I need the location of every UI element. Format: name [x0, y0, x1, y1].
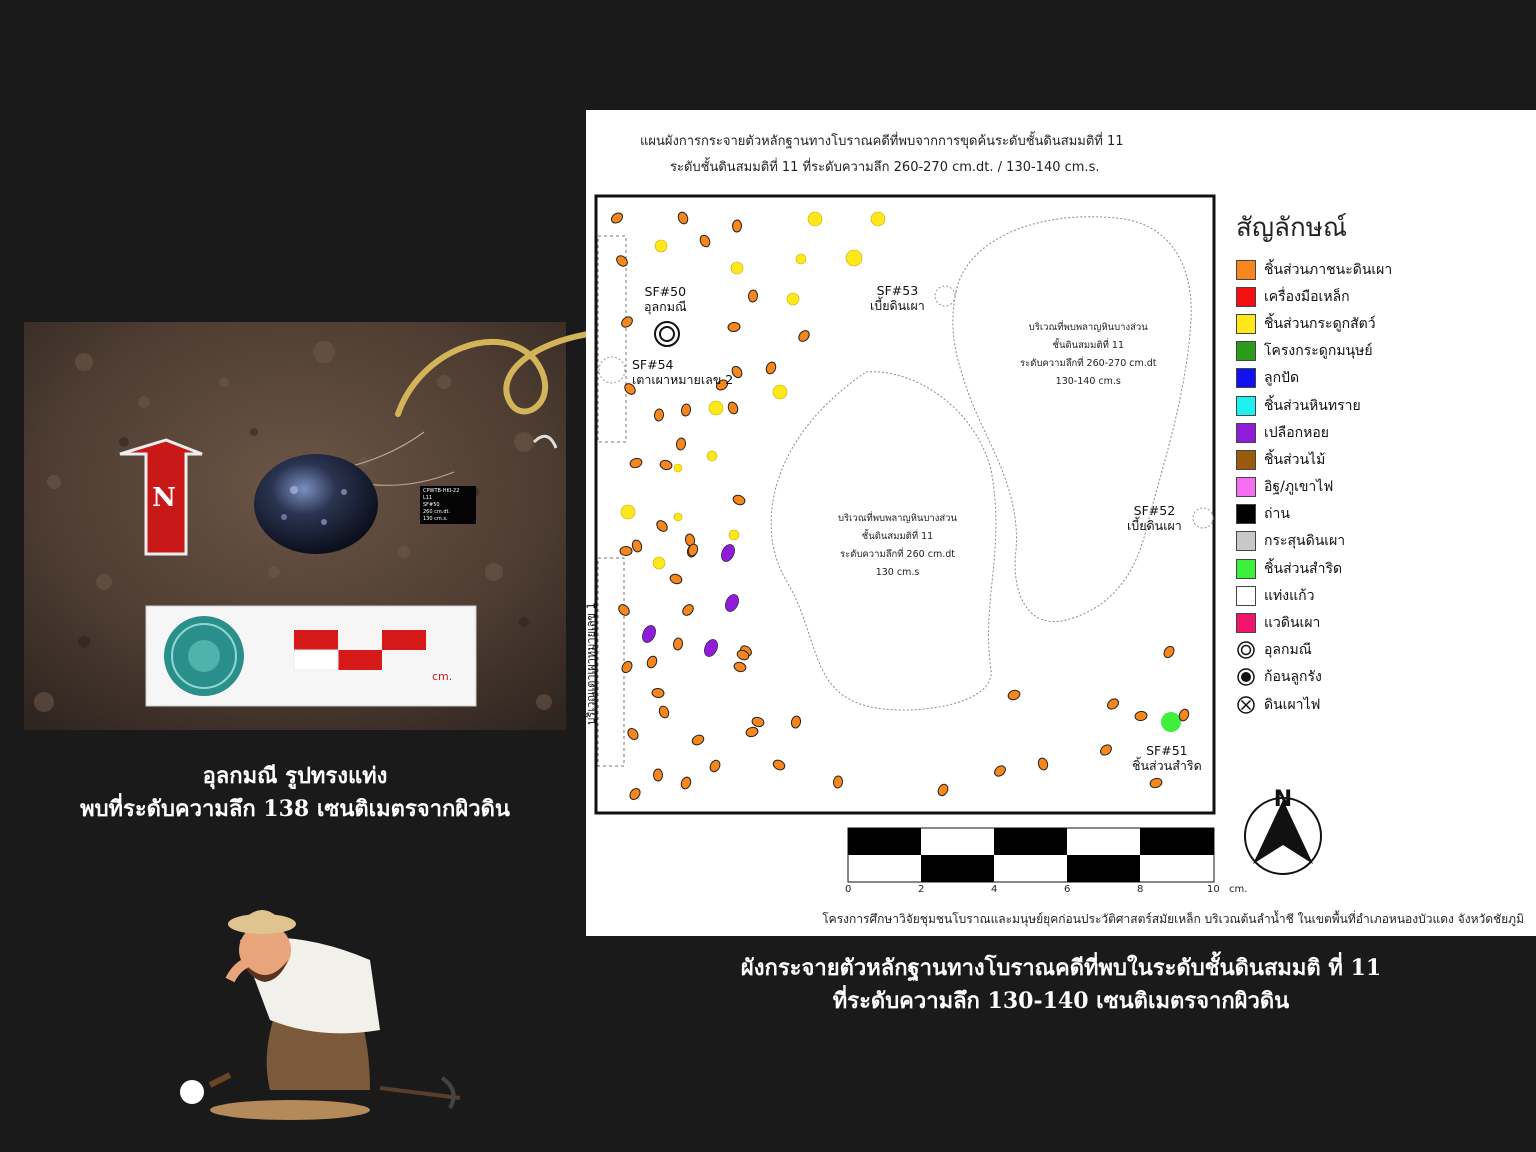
find-tag-label: CPWTB-HKI-22 L11 SF#50 260 cm.dt. 130 cm.s. [420, 486, 476, 524]
photo-caption [24, 760, 566, 826]
animal-bone-mark [787, 293, 799, 305]
pottery-sherd-mark [790, 715, 801, 729]
pottery-sherd-mark [993, 764, 1008, 779]
svg-text:N: N [152, 483, 176, 513]
animal-bone-mark [674, 513, 682, 521]
legend-item [1236, 555, 1526, 582]
pottery-sherd-mark [673, 637, 684, 650]
animal-bone-mark [674, 464, 682, 472]
legend-swatch [1236, 368, 1256, 388]
animal-bone-mark [773, 385, 787, 399]
plan-caption [586, 952, 1536, 1018]
pottery-sherd-mark [617, 603, 632, 618]
pottery-sherd-mark [651, 688, 664, 698]
legend-item [1236, 365, 1526, 392]
pottery-sherd-mark [732, 494, 746, 507]
legend-title: สัญลักษณ์ [1236, 213, 1347, 243]
legend-swatch [1236, 559, 1256, 579]
legend-label: แท่งแก้ว [1264, 587, 1315, 604]
sf53-marker [935, 286, 955, 306]
legend-item [1236, 310, 1526, 337]
pottery-sherd-mark [629, 457, 643, 469]
pottery-sherd-mark [658, 705, 671, 719]
sf51-label: SF#51 ชิ้นส่วนสำริด [1132, 743, 1202, 773]
project-footnote: โครงการศึกษาวิจัยชุมชนโบราณและมนุษย์ยุคก่อนประวัติศาสตร์สมัยเหล็ก บริเวณต้นลำน้ำชี ในเขตพื้นที่อำเภอหนองบัวแดง จังหวัดชัยภูมิ [822, 912, 1524, 926]
pottery-sherd-mark [669, 573, 683, 585]
animal-bone-mark [729, 530, 739, 540]
legend-swatch [1236, 423, 1256, 443]
stone-zone-2 [953, 217, 1191, 622]
animal-bone-mark [846, 250, 862, 266]
legend-label: ลูกปัด [1264, 370, 1300, 387]
pottery-sherd-mark [676, 437, 687, 450]
legend-label: อิฐ/ภูเขาไฟ [1264, 479, 1334, 496]
pottery-sherd-mark [727, 401, 740, 416]
pottery-sherd-mark [681, 403, 692, 416]
pottery-sherd-mark [745, 726, 759, 738]
pottery-sherd-mark [655, 519, 670, 534]
pottery-sherd-mark [1037, 757, 1049, 771]
animal-bone-mark [808, 212, 822, 226]
sf53-label: SF#53 เบี้ยดินเผา [870, 283, 925, 313]
legend-swatch [1236, 287, 1256, 307]
legend-item [1236, 256, 1526, 283]
legend-swatch [1236, 341, 1256, 361]
pottery-sherd-mark [698, 234, 711, 249]
legend-swatch [1236, 586, 1256, 606]
sf54-label: SF#54 เตาเผาหมายเลข 2 [632, 357, 734, 387]
filled-ring-icon [1236, 667, 1256, 687]
animal-bone-mark [653, 557, 665, 569]
legend-item [1236, 637, 1526, 664]
pottery-sherd-mark [620, 660, 634, 675]
photo-caption-line2: พบที่ระดับความลึก 138 เซนติเมตรจากผิวดิน [80, 796, 510, 822]
shell-mark [702, 637, 720, 658]
legend-swatch [1236, 260, 1256, 280]
legend-item [1236, 446, 1526, 473]
sf50-label: SF#50 อุลกมณี [644, 284, 687, 314]
distribution-plan [586, 110, 1536, 936]
pottery-sherd-mark [681, 603, 696, 618]
pottery-sherd-mark [620, 315, 635, 330]
legend-item [1236, 528, 1526, 555]
archaeologist-illustration [170, 900, 470, 1130]
sf52-label: SF#52 เบี้ยดินเผา [1127, 503, 1182, 533]
legend-item [1236, 691, 1526, 718]
legend-item [1236, 474, 1526, 501]
pottery-sherd-mark [936, 783, 950, 798]
pottery-sherd-mark [765, 361, 778, 376]
legend-item [1236, 338, 1526, 365]
shell-mark [640, 623, 658, 644]
animal-bone-mark [871, 212, 885, 226]
plan-title-line2: ระดับชั้นดินสมมติที่ 11 ที่ระดับความลึก 260-270 cm.dt. / 130-140 cm.s. [670, 160, 1100, 175]
pottery-sherd-mark [680, 776, 693, 791]
shell-mark [719, 542, 737, 563]
legend [1236, 207, 1526, 718]
pottery-sherd-mark [727, 322, 740, 332]
animal-bone-mark [707, 451, 717, 461]
kiln1-label: บริเวณเตาเผาหมายเลข 1 [584, 602, 598, 725]
scale-tick-labels: 0 2 4 6 8 10 cm. [845, 884, 1248, 895]
pottery-sherd-mark [1149, 777, 1163, 789]
pottery-sherd-mark [645, 655, 658, 670]
legend-label: เครื่องมือเหล็ก [1264, 288, 1350, 305]
kiln-area-top [598, 236, 626, 442]
legend-swatch [1236, 504, 1256, 524]
pottery-sherd-mark [677, 211, 690, 226]
sf50-tektite-marker [655, 322, 679, 346]
sf52-marker [1193, 508, 1213, 528]
legend-item [1236, 582, 1526, 609]
pottery-sherd-mark [1099, 743, 1114, 758]
legend-swatch [1236, 531, 1256, 551]
legend-item [1236, 283, 1526, 310]
north-arrow-icon [1245, 787, 1321, 874]
sf51-bronze-marker [1161, 712, 1181, 732]
pottery-sherd-mark [833, 776, 843, 789]
svg-text:cm.: cm. [432, 670, 453, 683]
animal-bone-mark [709, 401, 723, 415]
legend-swatch [1236, 477, 1256, 497]
animal-bone-mark [731, 262, 743, 274]
pottery-sherd-mark [751, 716, 765, 728]
pottery-sherd-mark [708, 759, 722, 774]
legend-label: ชิ้นส่วนกระดูกสัตว์ [1264, 315, 1376, 332]
legend-label: แวดินเผา [1264, 615, 1321, 632]
pottery-sherd-mark [659, 459, 673, 471]
legend-label: อุลกมณี [1264, 642, 1312, 659]
sf54-marker [599, 357, 625, 383]
legend-label: กระสุนดินเผา [1264, 533, 1346, 550]
zone2-label: บริเวณที่พบพลาญหินบางส่วน ชั้นดินสมมติที่ 11 ระดับความลึกที่ 260-270 cm.dt 130-140 cm.s [1020, 322, 1157, 387]
legend-swatch [1236, 450, 1256, 470]
plan-caption-line1: ผังกระจายตัวหลักฐานทางโบราณคดีที่พบในระดับชั้นดินสมมติ ที่ 11 [740, 955, 1382, 981]
pottery-sherd-mark [691, 733, 706, 746]
legend-item [1236, 392, 1526, 419]
legend-label: โครงกระดูกมนุษย์ [1264, 343, 1373, 360]
photo-scale-card [146, 606, 476, 706]
pottery-sherd-mark [797, 329, 812, 344]
svg-text:N: N [1273, 787, 1293, 812]
legend-swatch [1236, 314, 1256, 334]
cross-circle-icon [1236, 695, 1256, 715]
plan-title-line1: แผนผังการกระจายตัวหลักฐานทางโบราณคดีที่พบจากการขุดค้นระดับชั้นดินสมมติที่ 11 [640, 134, 1124, 149]
pottery-sherd-mark [732, 220, 742, 232]
pottery-sherd-mark [631, 539, 643, 553]
photo-caption-line1: อุลกมณี รูปทรงแท่ง [202, 763, 388, 789]
pottery-sherd-mark [1134, 711, 1147, 722]
legend-label: ชิ้นส่วนสำริด [1264, 560, 1343, 577]
scale-bar [848, 828, 1214, 882]
legend-swatch [1236, 613, 1256, 633]
legend-item [1236, 609, 1526, 636]
plan-caption-line2: ที่ระดับความลึก 130-140 เซนติเมตรจากผิวดิน [832, 988, 1290, 1014]
pottery-sherd-mark [615, 254, 630, 269]
legend-label: เปลือกหอย [1264, 424, 1329, 441]
legend-swatch [1236, 396, 1256, 416]
pottery-sherd-mark [1106, 697, 1121, 711]
animal-bone-mark [655, 240, 667, 252]
legend-label: ก้อนลูกรัง [1264, 669, 1322, 686]
pottery-sherd-mark [1007, 689, 1021, 701]
pottery-sherd-mark [628, 787, 642, 802]
zone1-label: บริเวณที่พบพลาญหินบางส่วน ชั้นดินสมมติที่ 11 ระดับความลึกที่ 260 cm.dt 130 cm.s [838, 513, 957, 578]
pottery-sherd-mark [620, 546, 632, 555]
animal-bone-mark [796, 254, 806, 264]
legend-item [1236, 501, 1526, 528]
legend-item [1236, 664, 1526, 691]
legend-label: ชิ้นส่วนไม้ [1264, 451, 1326, 468]
ring-icon [1236, 640, 1256, 660]
legend-item [1236, 419, 1526, 446]
tektite-rock [254, 454, 378, 554]
shell-mark [723, 592, 741, 613]
legend-label: ชิ้นส่วนภาชนะดินเผา [1264, 261, 1393, 278]
animal-bone-mark [621, 505, 635, 519]
pottery-sherd-mark [1162, 645, 1176, 660]
pottery-sherd-mark [733, 661, 747, 673]
pottery-sherd-mark [610, 211, 625, 225]
kiln-area-1 [598, 558, 624, 766]
pottery-sherd-mark [748, 290, 758, 303]
pottery-sherd-mark [654, 409, 664, 422]
pottery-sherd-mark [626, 727, 640, 742]
legend-label: ถ่าน [1264, 506, 1290, 523]
legend-label: ชิ้นส่วนหินทราย [1264, 397, 1361, 414]
pottery-sherd-mark [653, 769, 662, 781]
pottery-sherd-mark [772, 758, 787, 771]
legend-label: ดินเผาไฟ [1264, 696, 1321, 713]
